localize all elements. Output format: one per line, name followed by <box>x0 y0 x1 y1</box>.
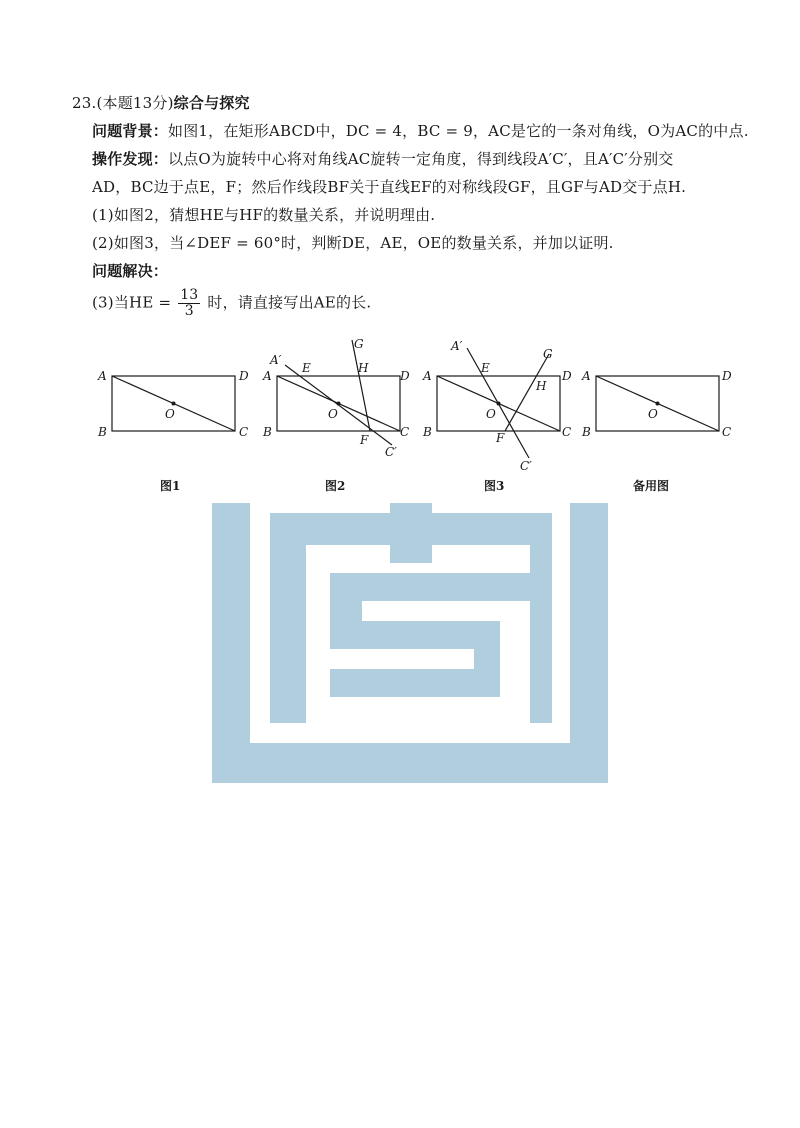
fig4-label-a: A <box>582 369 591 383</box>
fig1-label-d: D <box>239 369 249 383</box>
fig1-label-b: B <box>98 425 107 439</box>
background-label: 问题背景： <box>92 122 169 140</box>
part-3 <box>92 288 371 319</box>
fig3-label-c: C <box>562 425 572 439</box>
fig4-label-d: D <box>722 369 732 383</box>
fig4-label-b: B <box>582 425 591 439</box>
fig1-label-o: O <box>165 407 175 421</box>
fraction-13-3 <box>178 288 200 319</box>
fig3-caption: 图3 <box>484 479 505 493</box>
operation-discovery <box>92 148 673 169</box>
question-header <box>72 92 250 113</box>
fig2-label-o: O <box>328 407 338 421</box>
fig3-label-b: B <box>423 425 432 439</box>
operation-label: 操作发现： <box>92 150 169 168</box>
fig3-point-o <box>497 402 501 406</box>
question-number: 23. <box>72 94 97 112</box>
fraction-numerator: 13 <box>180 287 199 303</box>
fig1-point-o <box>172 402 176 406</box>
fig3-label-a: A <box>423 369 432 383</box>
fraction-denominator: 3 <box>184 303 194 319</box>
watermark-logo <box>212 503 608 783</box>
fig2-label-a-prime: A′ <box>270 353 282 367</box>
fig2-label-c-prime: C′ <box>385 445 397 459</box>
question-score: (本题13分) <box>96 94 174 112</box>
background-text: 如图1，在矩形ABCD中，DC = 4，BC = 9，AC是它的一条对角线，O为AC的中点. <box>168 122 749 140</box>
figure-2 <box>277 340 400 445</box>
fig3-label-o: O <box>486 407 496 421</box>
operation-text-2: AD，BC边于点E，F；然后作线段BF关于直线EF的对称线段GF，且GF与AD交于点H. <box>92 178 687 196</box>
fig3-label-h: H <box>536 379 547 393</box>
fig3-label-a-prime: A′ <box>451 339 463 353</box>
fig3-label-e: E <box>481 361 490 375</box>
fig2-point-o <box>337 402 341 406</box>
fig4-caption: 备用图 <box>633 479 670 493</box>
fig2-label-e: E <box>302 361 311 375</box>
fig2-label-g: G <box>354 337 364 351</box>
operation-text-1: 以点O为旋转中心将对角线AC旋转一定角度，得到线段A′C′，且A′C′分别交 <box>168 150 674 168</box>
problem-background <box>92 120 749 141</box>
part-1: (1)如图2，猜想HE与HF的数量关系，并说明理由. <box>92 206 436 224</box>
fig1-label-a: A <box>98 369 107 383</box>
fig2-label-d: D <box>400 369 410 383</box>
question-title: 综合与探究 <box>173 94 250 112</box>
fig1-label-c: C <box>239 425 249 439</box>
fig4-label-o: O <box>648 407 658 421</box>
fig2-label-b: B <box>263 425 272 439</box>
fig2-caption: 图2 <box>325 479 346 493</box>
part3-prefix: (3)当HE = <box>92 293 172 312</box>
fig2-label-c: C <box>400 425 410 439</box>
fig3-label-d: D <box>562 369 572 383</box>
part-2: (2)如图3，当∠DEF = 60°时，判断DE，AE，OE的数量关系，并加以证明. <box>92 234 614 252</box>
fig4-label-c: C <box>722 425 732 439</box>
fig2-label-h: H <box>358 361 369 375</box>
solve-label: 问题解决： <box>92 262 169 280</box>
fig3-label-c-prime: C′ <box>520 459 532 473</box>
fig3-label-g: G <box>543 347 553 361</box>
fig3-label-f: F <box>496 431 505 445</box>
fig4-point-o <box>656 402 660 406</box>
fig2-label-a: A <box>263 369 272 383</box>
figures <box>0 330 800 500</box>
part3-suffix: 时，请直接写出AE的长. <box>207 293 372 312</box>
fig2-label-f: F <box>360 433 369 447</box>
fig1-caption: 图1 <box>160 479 181 493</box>
